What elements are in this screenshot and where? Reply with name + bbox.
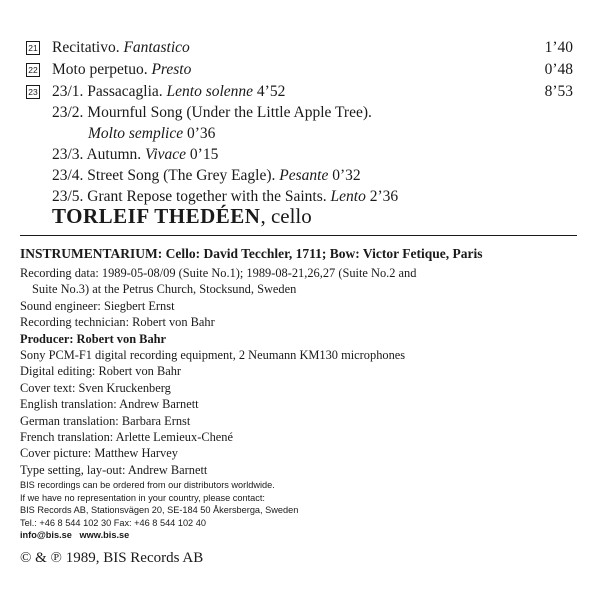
credit-recording-technician: Recording technician: Robert von Bahr bbox=[20, 315, 215, 330]
contact-line: If we have no representation in your country, please contact: bbox=[20, 492, 265, 503]
movement-tempo-line bbox=[88, 124, 215, 144]
track-22 bbox=[0, 60, 600, 80]
track-number-box: 21 bbox=[26, 41, 40, 55]
track-tempo: Pesante bbox=[279, 167, 329, 184]
contact-address: BIS Records AB, Stationsvägen 20, SE-184 50 Åkersberga, Sweden bbox=[20, 505, 299, 516]
movement-title bbox=[52, 166, 361, 186]
movement-23-2-tempo bbox=[0, 124, 600, 144]
contact-email: info@bis.se bbox=[20, 530, 72, 541]
movement-23-3 bbox=[0, 145, 600, 165]
credit-cover-text: Cover text: Sven Kruckenberg bbox=[20, 380, 171, 395]
movement-duration: 4’52 bbox=[253, 83, 286, 100]
track-23 bbox=[0, 82, 600, 102]
contact-line: BIS recordings can be ordered from our distributors worldwide. bbox=[20, 480, 275, 490]
credit-cover-picture: Cover picture: Matthew Harvey bbox=[20, 446, 178, 461]
track-title-text: 23/5. Grant Repose together with the Saints. bbox=[52, 188, 331, 205]
credit-english-translation: English translation: Andrew Barnett bbox=[20, 397, 199, 412]
movement-23-2 bbox=[0, 103, 600, 123]
track-title-text: 23/1. Passacaglia. bbox=[52, 83, 167, 100]
movement-duration: 0’15 bbox=[186, 146, 219, 163]
credits-block bbox=[20, 265, 580, 478]
track-title bbox=[52, 60, 191, 80]
track-tempo: Lento bbox=[330, 188, 366, 205]
track-tempo: Molto semplice bbox=[88, 125, 184, 142]
credit-sound-engineer: Sound engineer: Siegbert Ernst bbox=[20, 298, 175, 313]
credit-equipment: Sony PCM-F1 digital recording equipment, 2 Neumann KM130 microphones bbox=[20, 348, 406, 363]
track-tempo: Fantastico bbox=[123, 39, 190, 56]
movement-23-4 bbox=[0, 166, 600, 186]
credit-producer: Producer: Robert von Bahr bbox=[20, 331, 167, 346]
movement-duration: 0’32 bbox=[328, 167, 361, 184]
contact-block bbox=[20, 479, 298, 542]
credit-recording-data-cont: Suite No.3) at the Petrus Church, Stocksund, Sweden bbox=[32, 282, 297, 297]
track-number-box: 23 bbox=[26, 85, 40, 99]
instrumentarium-line: INSTRUMENTARIUM: Cello: David Tecchler, 1711; Bow: Victor Fetique, Paris bbox=[20, 246, 483, 261]
credit-french-translation: French translation: Arlette Lemieux-Chené bbox=[20, 430, 233, 445]
movement-title: 23/2. Mournful Song (Under the Little Apple Tree). bbox=[52, 104, 372, 121]
contact-web-line bbox=[20, 529, 298, 542]
track-duration: 8’53 bbox=[544, 83, 573, 100]
track-number-box: 22 bbox=[26, 63, 40, 77]
track-title-text: Moto perpetuo. bbox=[52, 61, 152, 78]
track-title-text: 23/3. Autumn. bbox=[52, 146, 146, 163]
track-21 bbox=[0, 38, 600, 58]
track-tempo: Vivace bbox=[145, 146, 187, 163]
performer-instrument: , cello bbox=[260, 204, 312, 228]
track-duration: 1’40 bbox=[544, 39, 573, 56]
movement-duration: 2’36 bbox=[365, 188, 399, 205]
movement-duration: 0’36 bbox=[183, 125, 216, 142]
contact-website: www.bis.se bbox=[79, 530, 130, 541]
credit-recording-data: Recording data: 1989-05-08/09 (Suite No.1); 1989-08-21,26,27 (Suite No.2 and bbox=[20, 266, 417, 280]
track-duration: 0’48 bbox=[544, 61, 573, 78]
track-title-text: Recitativo. bbox=[52, 39, 124, 56]
track-tempo: Presto bbox=[151, 61, 192, 78]
track-tempo: Lento solenne bbox=[166, 83, 254, 100]
credit-digital-editing: Digital editing: Robert von Bahr bbox=[20, 364, 182, 379]
performer-name: TORLEIF THEDÉEN bbox=[52, 204, 261, 228]
contact-phone-fax: Tel.: +46 8 544 102 30 Fax: +46 8 544 102 40 bbox=[20, 517, 206, 528]
section-divider bbox=[20, 235, 577, 236]
track-title bbox=[52, 38, 190, 58]
track-title bbox=[52, 82, 285, 102]
performer-line bbox=[52, 203, 312, 229]
copyright-line: © & ℗ 1989, BIS Records AB bbox=[20, 550, 204, 566]
credit-german-translation: German translation: Barbara Ernst bbox=[20, 413, 191, 428]
track-title-text: 23/4. Street Song (The Grey Eagle). bbox=[52, 167, 280, 184]
movement-title bbox=[52, 145, 218, 165]
credit-type-setting: Type setting, lay-out: Andrew Barnett bbox=[20, 462, 208, 477]
